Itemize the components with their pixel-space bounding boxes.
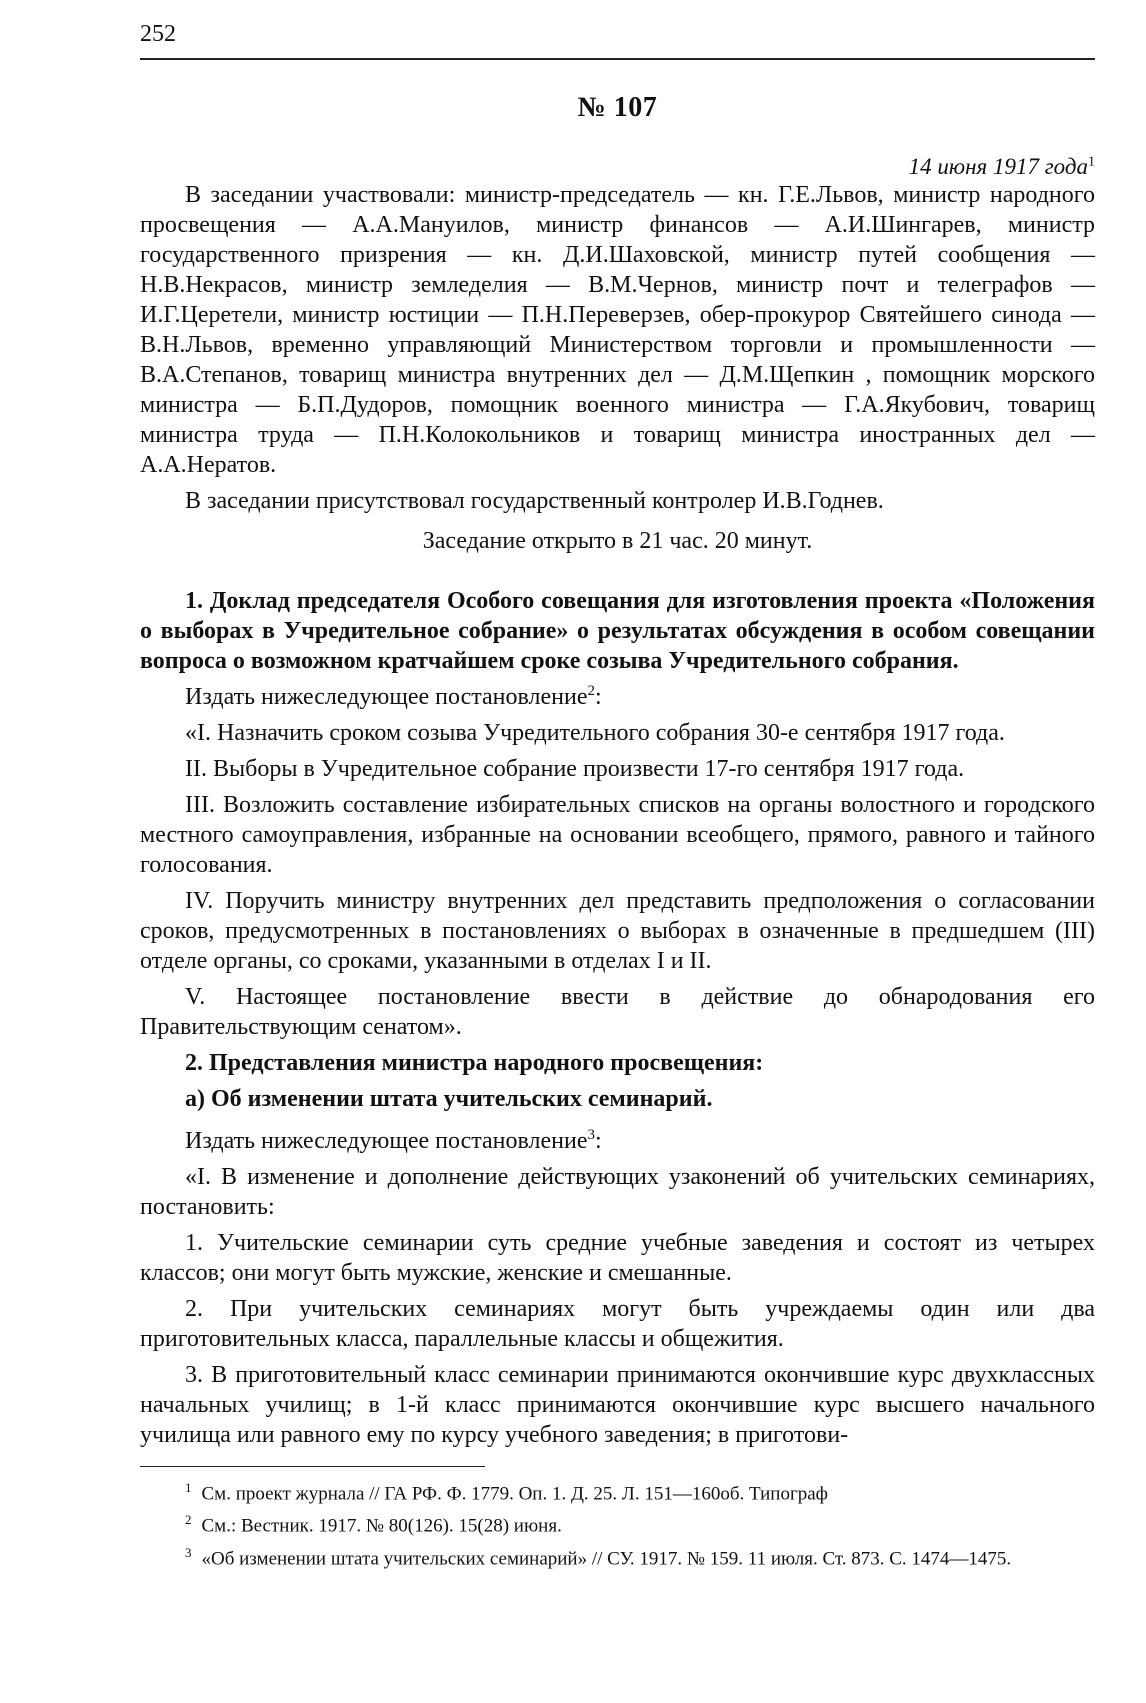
item2-subtitle: а) Об изменении штата учительских семинарий. [185, 1086, 713, 1112]
footnote-3-text: «Об изменении штата учительских семинарий» // СУ. 1917. № 159. 11 июля. Ст. 873. С. 1474—1475. [201, 1547, 1012, 1569]
page-number: 252 [140, 21, 176, 47]
item1-decree-tail: : [595, 684, 602, 710]
footnotes [140, 1475, 1095, 1572]
item2-footnote-ref: 3 [587, 1127, 596, 1143]
item2-point-2: 1. Учительские семинарии суть средние учебные заведения и состоят из четырех классов; они могут быть мужские, женские и смешанные. [140, 1230, 1095, 1286]
item2-point-4: 3. В приготовительный класс семинарии принимаются окончившие курс двухклассных начальных училищ; в 1-й класс принимаются окончившие курс высшего начального училища или равного ему по курсу учебного заведения; в приготови- [140, 1362, 1095, 1448]
footnote-3-number: 3 [185, 1544, 192, 1560]
document-number: № 107 [577, 92, 658, 123]
item1-point-4: IV. Поручить министру внутренних дел представить предположения о согласовании сроков, предусмотренных в постановлениях о выборах в означенные в предшедшем (III) отделе органы, со сроками, указанными в отделах I и II. [140, 888, 1095, 974]
item2-point-1: «I. В изменение и дополнение действующих узаконений об учительских семинариях, постановить: [140, 1164, 1095, 1220]
item1-decree-text: Издать нижеследующее постановление [185, 684, 588, 710]
item1-point-1: «I. Назначить сроком созыва Учредительного собрания 30-е сентября 1917 года. [185, 720, 1005, 746]
footnote-1-number: 1 [185, 1480, 192, 1495]
footnote-2-text: См.: Вестник. 1917. № 80(126). 15(28) июня. [201, 1515, 562, 1537]
item1-point-5: V. Настоящее постановление ввести в действие до обнародования его Правительствующим сенатом». [140, 984, 1095, 1040]
document-date [140, 154, 1095, 180]
session-opened: Заседание открыто в 21 час. 20 минут. [422, 528, 813, 554]
item2-title: 2. Представления министра народного просвещения: [185, 1050, 764, 1076]
item2-decree-intro [140, 1120, 1095, 1156]
footnote-3 [140, 1540, 1095, 1572]
item2-point-3: 2. При учительских семинариях могут быть учреждаемы один или два приготовительных класса, параллельные классы и общежития. [140, 1296, 1095, 1352]
date-text: 14 июня 1917 года [908, 154, 1088, 179]
item2-decree-text: Издать нижеследующее постановление [185, 1128, 588, 1154]
footnote-2-number: 2 [185, 1512, 192, 1528]
item1-title: 1. Доклад председателя Особого совещания для изготовления проекта «Положения о выборах в Учредительное собрание» о результатах обсуждения в особом совещании вопроса о возможном кратчайшем сроке созыва Учредительного собрания. [140, 588, 1095, 674]
header-rule [140, 58, 1095, 60]
item1-decree-intro [140, 676, 1095, 712]
item2-decree-tail: : [595, 1128, 602, 1154]
item1-point-3: III. Возложить составление избирательных списков на органы волостного и городского местного самоуправления, избранные на основании всеобщего, прямого, равного и тайного голосования. [140, 792, 1095, 878]
present-paragraph: В заседании присутствовал государственный контролер И.В.Годнев. [185, 488, 884, 514]
footnote-1-text: См. проект журнала // ГА РФ. Ф. 1779. Оп. 1. Д. 25. Л. 151—160об. Типограф [201, 1483, 828, 1505]
footnote-1 [140, 1475, 1095, 1507]
item1-footnote-ref: 2 [587, 683, 596, 699]
item1-point-2: II. Выборы в Учредительное собрание произвести 17-го сентября 1917 года. [185, 756, 965, 782]
participants-paragraph: В заседании участвовали: министр-председатель — кн. Г.Е.Львов, министр народного просвещения — А.А.Мануилов, министр финансов — А.И.Шингарев, министр государственного призрения — кн. Д.И.Шаховской, министр путей сообщения — Н.В.Некрасов, министр земледелия — В.М.Чернов, министр почт и телеграфов — И.Г.Церетели, министр юстиции — П.Н.Переверзев, обер-прокурор Святейшего синода — В.Н.Львов, временно управляющий Министерством торговли и промышленности — В.А.Степанов, товарищ министра внутренних дел — Д.М.Щепкин , помощник морского министра — Б.П.Дудоров, помощник военного министра — Г.А.Якубович, товарищ министра труда — П.Н.Колокольников и товарищ министра иностранных дел — А.А.Нератов. [140, 182, 1095, 478]
document-page [140, 20, 1095, 1572]
footnote-rule [140, 1466, 485, 1467]
date-footnote-ref: 1 [1088, 154, 1095, 170]
footnote-2 [140, 1507, 1095, 1539]
